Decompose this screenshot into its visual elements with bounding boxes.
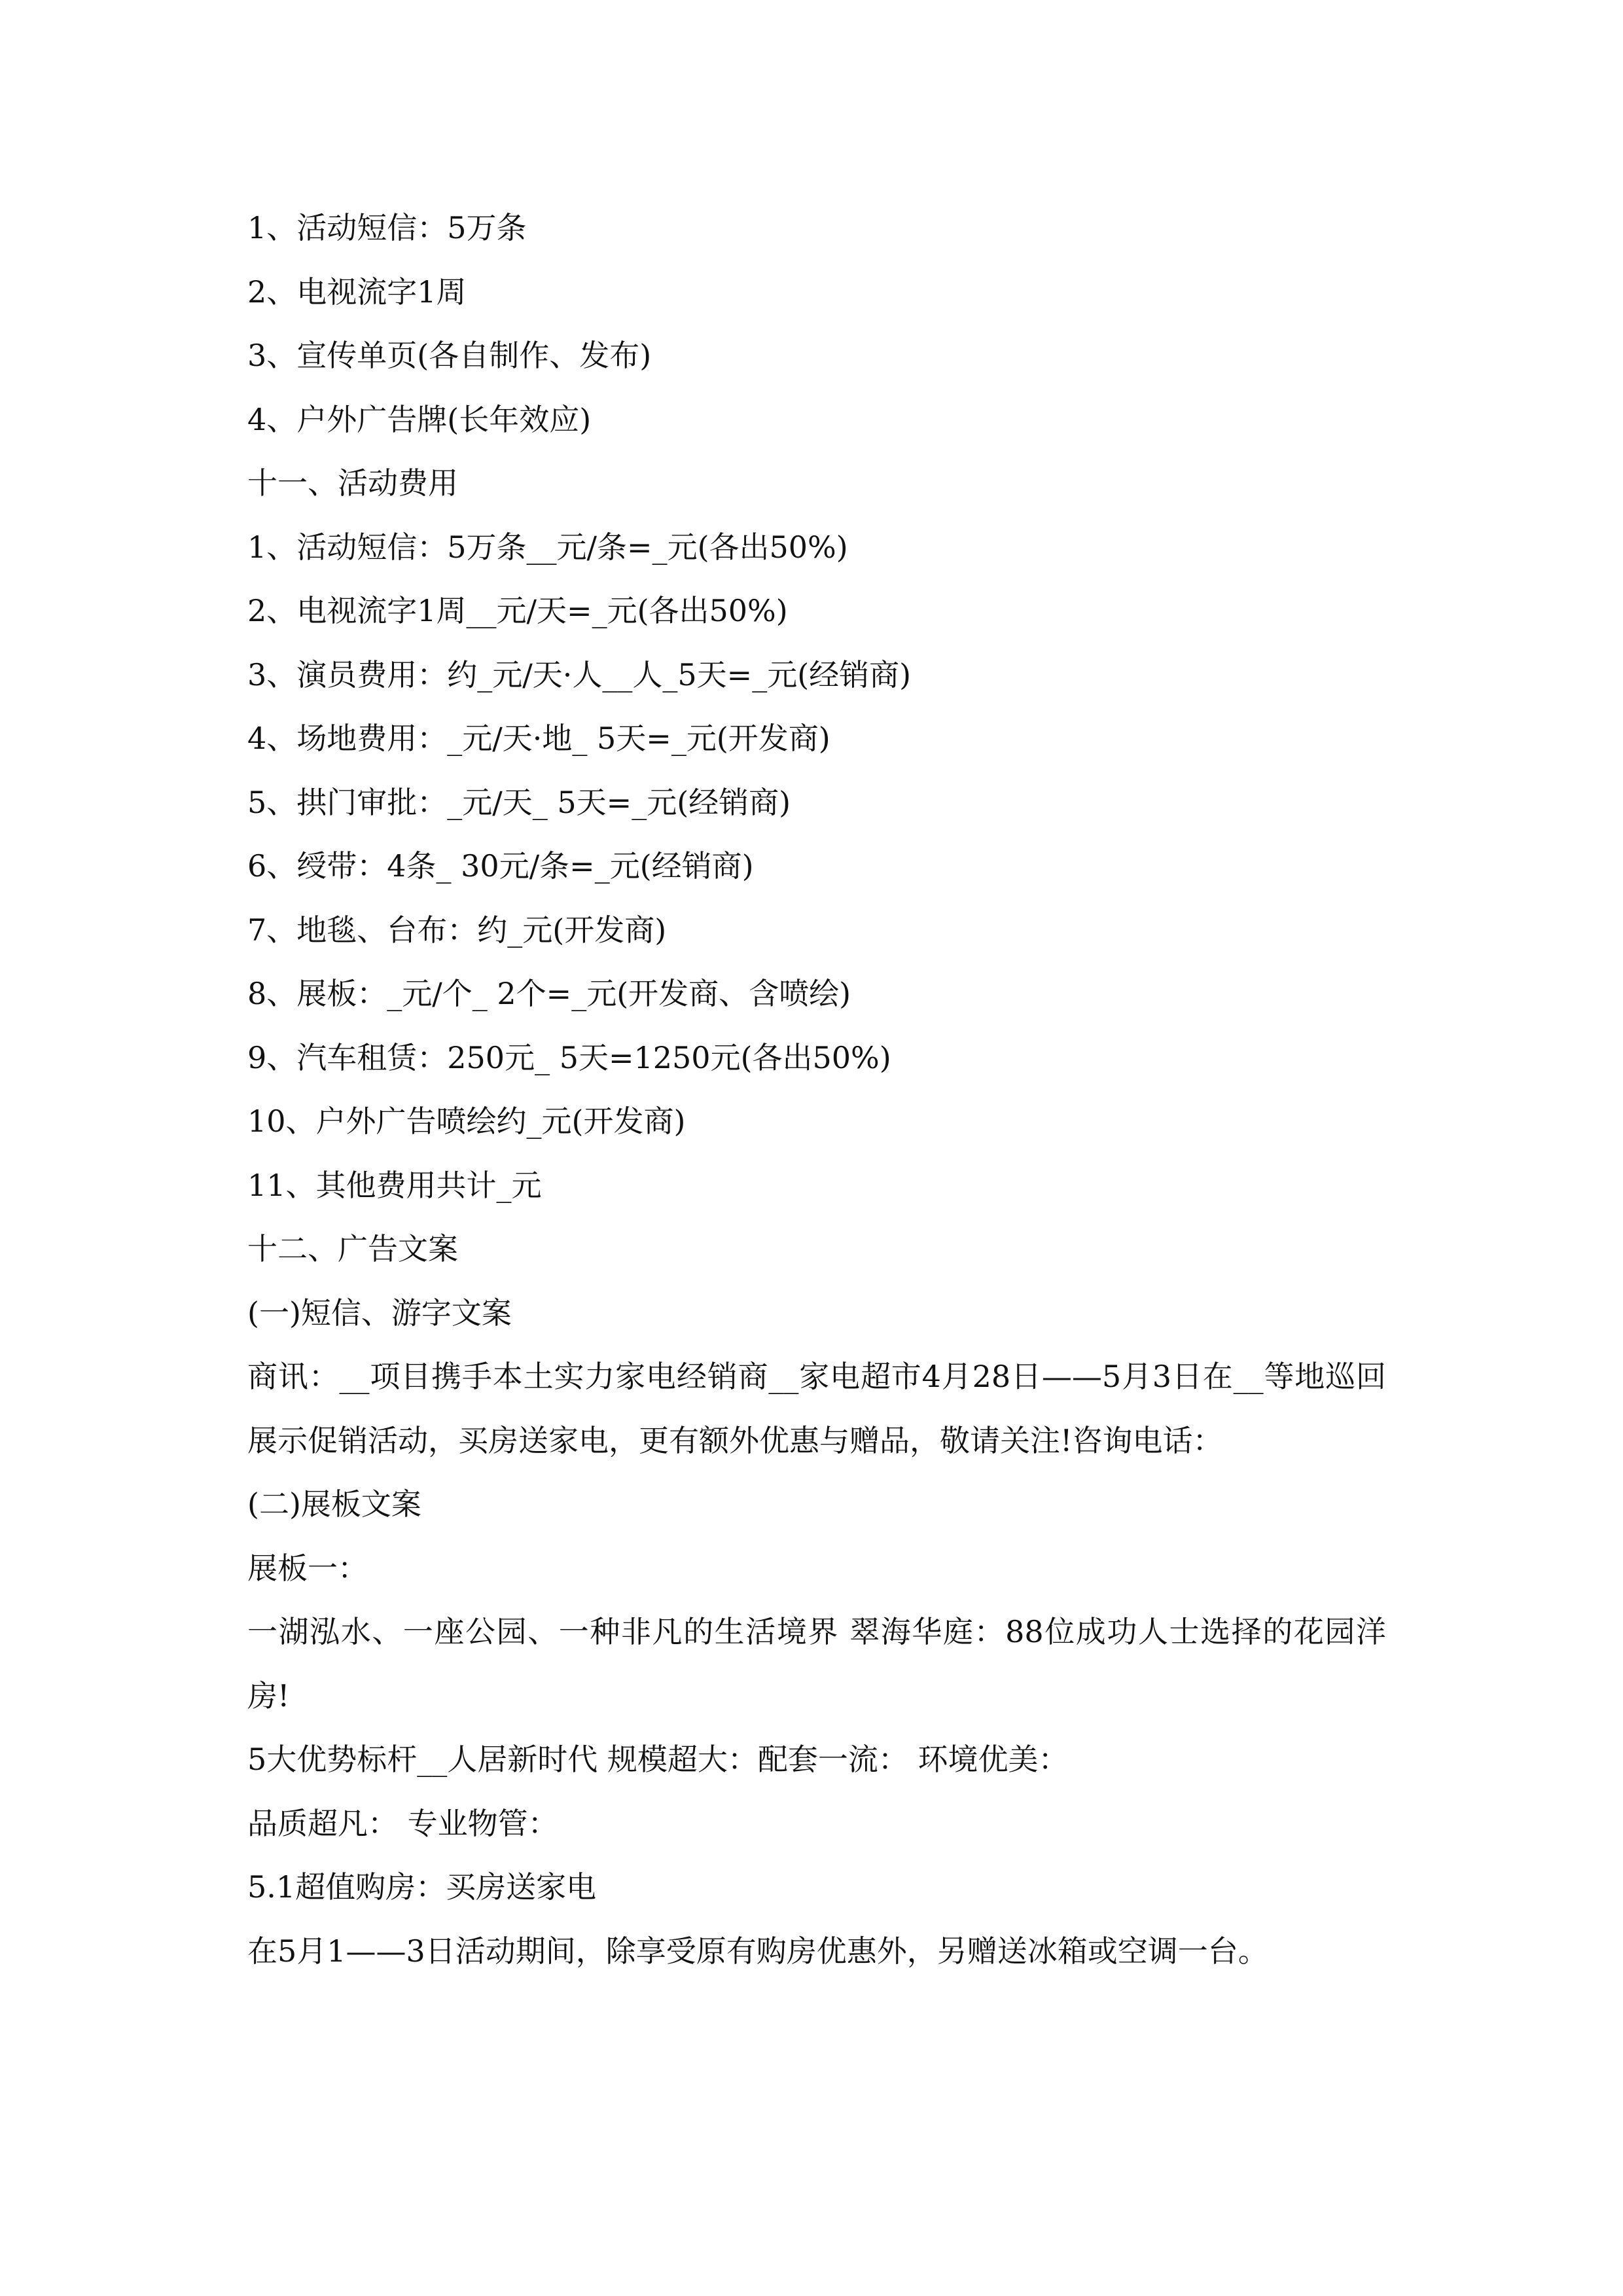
section-heading-costs: 十一、活动费用 <box>247 465 458 501</box>
cost-item: 9、汽车租赁：250元_ 5天=1250元(各出50%) <box>247 1039 891 1075</box>
cost-item: 4、场地费用：_元/天·地_ 5天=_元(开发商) <box>247 721 830 756</box>
list-item: 2、电视流字1周 <box>247 274 467 310</box>
cost-item: 3、演员费用：约_元/天·人__人_5天=_元(经销商) <box>247 656 912 692</box>
cost-item: 2、电视流字1周__元/天=_元(各出50%) <box>247 593 788 628</box>
list-item: 1、活动短信：5万条 <box>247 210 527 245</box>
cost-item: 10、户外广告喷绘约_元(开发商) <box>247 1103 686 1139</box>
lake-paragraph: 一湖泓水、一座公园、一种非凡的生活境界 翠海华庭：88位成功人士选择的花园洋房! <box>247 1614 1386 1713</box>
cost-item: 7、地毯、台布：约_元(开发商) <box>247 912 667 948</box>
cost-item: 8、展板：_元/个_ 2个=_元(开发商、含喷绘) <box>247 976 851 1011</box>
document-body <box>247 196 1386 1983</box>
cost-item: 6、绶带：4条_ 30元/条=_元(经销商) <box>247 848 754 884</box>
quality-line: 品质超凡： 专业物管： <box>247 1805 558 1841</box>
offer-heading: 5.1超值购房：买房送家电 <box>247 1869 597 1905</box>
news-paragraph: 商讯：__项目携手本土实力家电经销商__家电超市4月28日——5月3日在__等地巡回展示促销活动，买房送家电，更有额外优惠与赠品，敬请关注!咨询电话： <box>247 1359 1386 1458</box>
list-item: 3、宣传单页(各自制作、发布) <box>247 338 652 373</box>
panel-one-label: 展板一： <box>247 1550 368 1586</box>
section-heading-ad-copy: 十二、广告文案 <box>247 1231 458 1266</box>
subheading-sms-copy: (一)短信、游字文案 <box>247 1295 512 1331</box>
subheading-panel-copy: (二)展板文案 <box>247 1486 421 1522</box>
offer-detail: 在5月1——3日活动期间，除享受原有购房优惠外，另赠送冰箱或空调一台。 <box>247 1933 1268 1969</box>
list-item: 4、户外广告牌(长年效应) <box>247 401 592 437</box>
cost-item: 11、其他费用共计_元 <box>247 1167 542 1203</box>
cost-item: 5、拱门审批：_元/天_ 5天=_元(经销商) <box>247 784 791 820</box>
cost-item: 1、活动短信：5万条__元/条=_元(各出50%) <box>247 529 848 565</box>
advantages-line: 5大优势标杆__人居新时代 规模超大：配套一流： 环境优美： <box>247 1742 1069 1777</box>
